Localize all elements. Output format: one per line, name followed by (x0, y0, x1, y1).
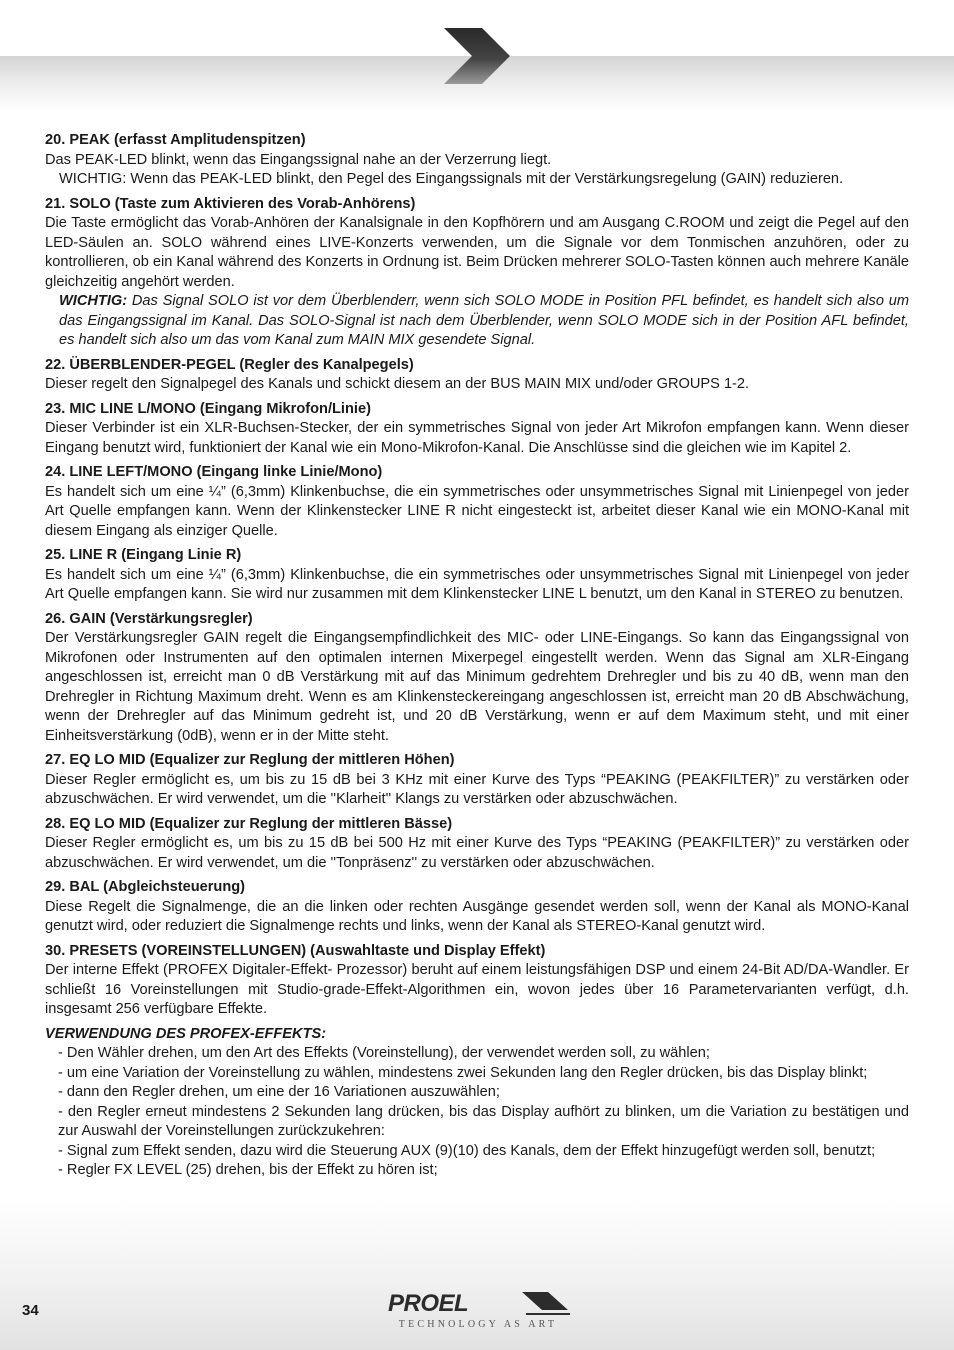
section-25-body: Es handelt sich um eine ¼” (6,3mm) Klinkenbuchse, die ein symmetrisches oder unsymmetrisches Signal mit Linienpegel von jeder Art Quelle empfangen kann. Sie wird nur zusammen mit dem Klinkenstecker LINE L benutzt, um den Kanal in STEREO zu benutzen. (45, 566, 909, 602)
section-27-title: 27. EQ LO MID (Equalizer zur Reglung der mittleren Höhen) (45, 752, 455, 768)
section-20-title: 20. PEAK (erfasst Amplitudenspitzen) (45, 132, 306, 148)
section-30-body: Der interne Effekt (PROFEX Digitaler-Effekt- Prozessor) beruht auf einem leistungsfähigen DSP und einem 24-Bit AD/DA-Wandler. Er schließt 16 Voreinstellungen mit Studio-grade-Effekt-Algorithmen ein, wovon jedes über 16 Parametervarianten verfügt, d.h. insgesamt 256 verfügbare Effekte. (45, 962, 909, 1017)
list-item: - dann den Regler drehen, um eine der 16 Variationen auszuwählen; (58, 1084, 500, 1100)
section-29-title: 29. BAL (Abgleichsteuerung) (45, 879, 246, 895)
page-number: 34 (22, 1302, 39, 1319)
section-29-body: Diese Regelt die Signalmenge, die an die linken oder rechten Ausgänge gesendet werden soll, wenn der Kanal als MONO-Kanal genutzt wird, oder reduziert die Signalmenge rechts und links, wenn der Kanal als STEREO-Kanal genutzt wird. (45, 898, 909, 934)
section-21-note (45, 292, 909, 351)
section-30-usage-title: VERWENDUNG DES PROFEX-EFFEKTS: (45, 1025, 327, 1042)
section-22-title: 22. ÜBERBLENDER-PEGEL (Regler des Kanalpegels) (45, 356, 414, 373)
section-21-title: 21. SOLO (Taste zum Aktivieren des Vorab-Anhörens) (45, 195, 416, 212)
section-26-body: Der Verstärkungsregler GAIN regelt die Eingangsempfindlichkeit des MIC- oder LINE-Eingangs. So kann das Eingangssignal von Mikrofonen oder Instrumenten auf den optimalen internen Mixerpegel eingestellt werden. Wenn das Signal am XLR-Eingang angeschlossen ist, erreicht man 0 dB Verstärkung mit auf das Minimum gedrehtem Drehregler und bis zu 40 dB, wenn man den Drehregler in Richtung Maximum dreht. Wenn es am Klinkensteckereingang angeschlossen ist, erreicht man 20 dB Abschwächung, wenn der Drehregler auf das Minimum gedreht ist, und 20 dB Verstärkung, wenn er auf dem Maximum steht, und mit einer Einheitsverstärkung (0dB), wenn er in der Mitte steht. (45, 630, 909, 744)
section-23-body: Dieser Verbinder ist ein XLR-Buchsen-Stecker, der ein symmetrisches Signal von jeder Art Mikrofon empfangen kann. Wenn dieser Eingang benutzt wird, funktioniert der Kanal wie ein Mono-Mikrofon-Kanal. Die Anschlüsse sind die gleichen wie im Kapitel 2. (45, 420, 909, 456)
section-20-note: WICHTIG: Wenn das PEAK-LED blinkt, den Pegel des Eingangssignals mit der Verstärkungsregelung (GAIN) reduzieren. (59, 171, 844, 187)
section-25-title: 25. LINE R (Eingang Linie R) (45, 547, 242, 563)
section-21-body: Die Taste ermöglicht das Vorab-Anhören der Kanalsignale in den Kopfhörern und am Ausgang C.ROOM und zeigt die Pegel auf den LED-Säulen an. SOLO während eines LIVE-Konzerts verwenden, um die Signale vor dem Tonmischen anzuhören, oder zu kontrollieren, ob ein Kanal während des Konzerts in Ordnung ist. Beim Drücken mehrerer SOLO-Tasten können auch mehrere Kanäle gleichzeitig angehört werden. (45, 215, 909, 290)
section-30-title: 30. PRESETS (VOREINSTELLUNGEN) (Auswahltaste und Display Effekt) (45, 942, 546, 959)
logo-wordmark: PROEL (388, 1290, 469, 1316)
section-27-body: Dieser Regler ermöglicht es, um bis zu 15 dB bei 3 KHz mit einer Kurve des Typs “PEAKING (PEAKFILTER)” zu verstärken oder abzuschwächen. Er wird verwendet, um die ''Klarheit'' Klangs zu verstärken oder abzuschwächen. (45, 771, 909, 807)
section-24-body: Es handelt sich um eine ¼” (6,3mm) Klinkenbuchse, die ein symmetrisches oder unsymmetrisches Signal mit Linienpegel von jeder Art Quelle empfangen kann. Wenn der Klinkenstecker LINE R nicht eingesteckt ist, arbeitet dieser Kanal wie ein MONO-Kanal mit diesem Eingang als einziger Quelle. (45, 483, 909, 539)
list-item: - Regler FX LEVEL (25) drehen, bis der Effekt zu hören ist; (58, 1162, 438, 1178)
section-21-note-text: Das Signal SOLO ist vor dem Überblenderr, wenn sich SOLO MODE in Position PFL befindet, es handelt sich also um das Eingangssignal im Kanal. Das SOLO-Signal ist nach dem Überblender, wenn SOLO MODE sich in der Position AFL befindet, es handelt sich also um das vom Kanal zum MAIN MIX gesendete Signal. (59, 293, 909, 348)
brand-tagline: TECHNOLOGY AS ART (398, 1319, 558, 1330)
section-21-note-label: WICHTIG: (59, 293, 128, 309)
section-23-title: 23. MIC LINE L/MONO (Eingang Mikrofon/Linie) (45, 400, 371, 417)
brand-logo (386, 1290, 570, 1336)
proel-logo-icon (386, 1290, 570, 1316)
section-28-title: 28. EQ LO MID (Equalizer zur Reglung der mittleren Bässe) (45, 815, 453, 832)
list-item: - um eine Variation der Voreinstellung zu wählen, mindestens zwei Sekunden lang den Regler drücken, bis das Display blinkt; (58, 1064, 868, 1081)
manual-content (45, 131, 909, 1181)
section-22-body: Dieser regelt den Signalpegel des Kanals und schickt diesem an der BUS MAIN MIX und/oder GROUPS 1-2. (45, 376, 750, 392)
section-20-body: Das PEAK-LED blinkt, wenn das Eingangssignal nahe an der Verzerrung liegt. (45, 151, 552, 168)
section-30-steps (45, 1044, 909, 1181)
section-26-title: 26. GAIN (Verstärkungsregler) (45, 610, 253, 627)
list-item: - Signal zum Effekt senden, dazu wird die Steuerung AUX (9)(10) des Kanals, dem der Effekt hinzugefügt werden soll, benutzt; (58, 1142, 876, 1159)
section-24-title: 24. LINE LEFT/MONO (Eingang linke Linie/Mono) (45, 464, 383, 480)
section-28-body: Dieser Regler ermöglicht es, um bis zu 15 dB bei 500 Hz mit einer Kurve des Typs “PEAKING (PEAKFILTER)” zu verstärken oder abzuschwächen. Er wird verwendet, um die ''Tonpräsenz'' zu verstärken oder abzuschwächen. (45, 835, 909, 871)
list-item: - den Regler erneut mindestens 2 Sekunden lang drücken, bis das Display aufhört zu blinken, um die Variation zu bestätigen und zur Auswahl der Voreinstellungen zurückzukehren: (58, 1103, 909, 1139)
list-item: - Den Wähler drehen, um den Art des Effekts (Voreinstellung), der verwendet werden soll, zu wählen; (58, 1045, 710, 1061)
chevron-right-icon (444, 28, 510, 84)
